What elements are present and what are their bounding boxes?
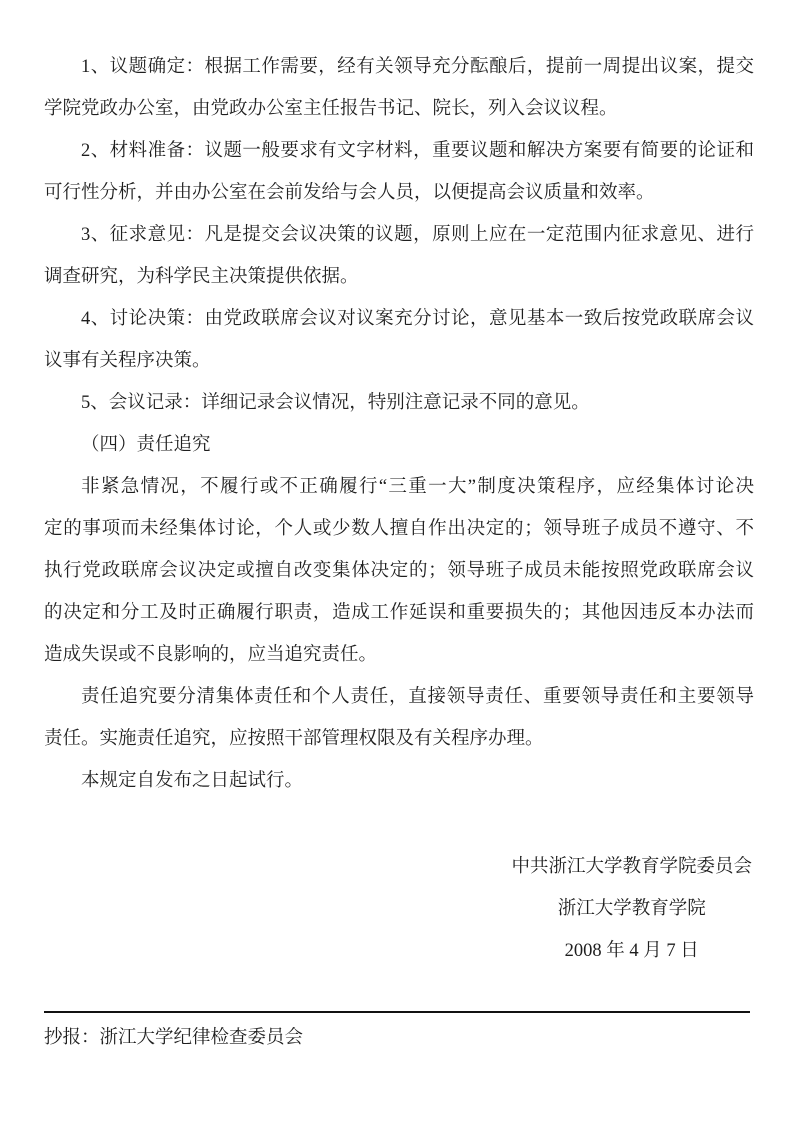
paragraph-line: 2、材料准备：议题一般要求有文字材料，重要议题和解决方案要有简要的论证和 bbox=[81, 141, 754, 161]
paragraph-line: 4、讨论决策：由党政联席会议对议案充分讨论，意见基本一致后按党政联席会议 bbox=[81, 309, 754, 329]
paragraph-line: 可行性分析，并由办公室在会前发给与会人员，以便提高会议质量和效率。 bbox=[44, 183, 655, 203]
paragraph-line: 本规定自发布之日起试行。 bbox=[81, 771, 304, 791]
paragraph-line: 责任追究要分清集体责任和个人责任，直接领导责任、重要领导责任和主要领导 bbox=[81, 687, 754, 707]
paragraph-line: 调查研究，为科学民主决策提供依据。 bbox=[44, 267, 359, 287]
paragraph-line: （四）责任追究 bbox=[81, 435, 211, 455]
paragraph-line: 学院党政办公室，由党政办公室主任报告书记、院长，列入会议议程。 bbox=[44, 99, 618, 119]
paragraph-line: 的决定和分工及时正确履行职责，造成工作延误和重要损失的；其他因违反本办法而 bbox=[44, 603, 754, 623]
paragraph-line: 定的事项而未经集体讨论，个人或少数人擅自作出决定的；领导班子成员不遵守、不 bbox=[44, 519, 754, 539]
signature-date: 2008 年 4 月 7 日 bbox=[564, 941, 699, 961]
paragraph-line: 造成失误或不良影响的，应当追究责任。 bbox=[44, 645, 378, 665]
paragraph-line: 非紧急情况，不履行或不正确履行“三重一大”制度决策程序，应经集体讨论决 bbox=[81, 477, 754, 497]
copy-to-line: 抄报：浙江大学纪律检查委员会 bbox=[44, 1028, 304, 1048]
paragraph-line: 责任。实施责任追究，应按照干部管理权限及有关程序办理。 bbox=[44, 729, 544, 749]
paragraph-line: 3、征求意见：凡是提交会议决策的议题，原则上应在一定范围内征求意见、进行 bbox=[81, 225, 754, 245]
signature-block bbox=[512, 846, 753, 972]
signature-org-college: 浙江大学教育学院 bbox=[557, 899, 706, 919]
paragraph-line: 5、会议记录：详细记录会议情况，特别注意记录不同的意见。 bbox=[81, 393, 590, 413]
paragraph-line: 议事有关程序决策。 bbox=[44, 351, 211, 371]
page-footer bbox=[44, 1011, 750, 1059]
signature-org-party-committee: 中共浙江大学教育学院委员会 bbox=[511, 857, 753, 877]
paragraph-line: 执行党政联席会议决定或擅自改变集体决定的；领导班子成员未能按照党政联席会议 bbox=[44, 561, 754, 581]
footer-divider bbox=[44, 1011, 750, 1013]
document-body bbox=[44, 46, 754, 802]
paragraph-line: 1、议题确定：根据工作需要，经有关领导充分酝酿后，提前一周提出议案，提交 bbox=[81, 57, 754, 77]
